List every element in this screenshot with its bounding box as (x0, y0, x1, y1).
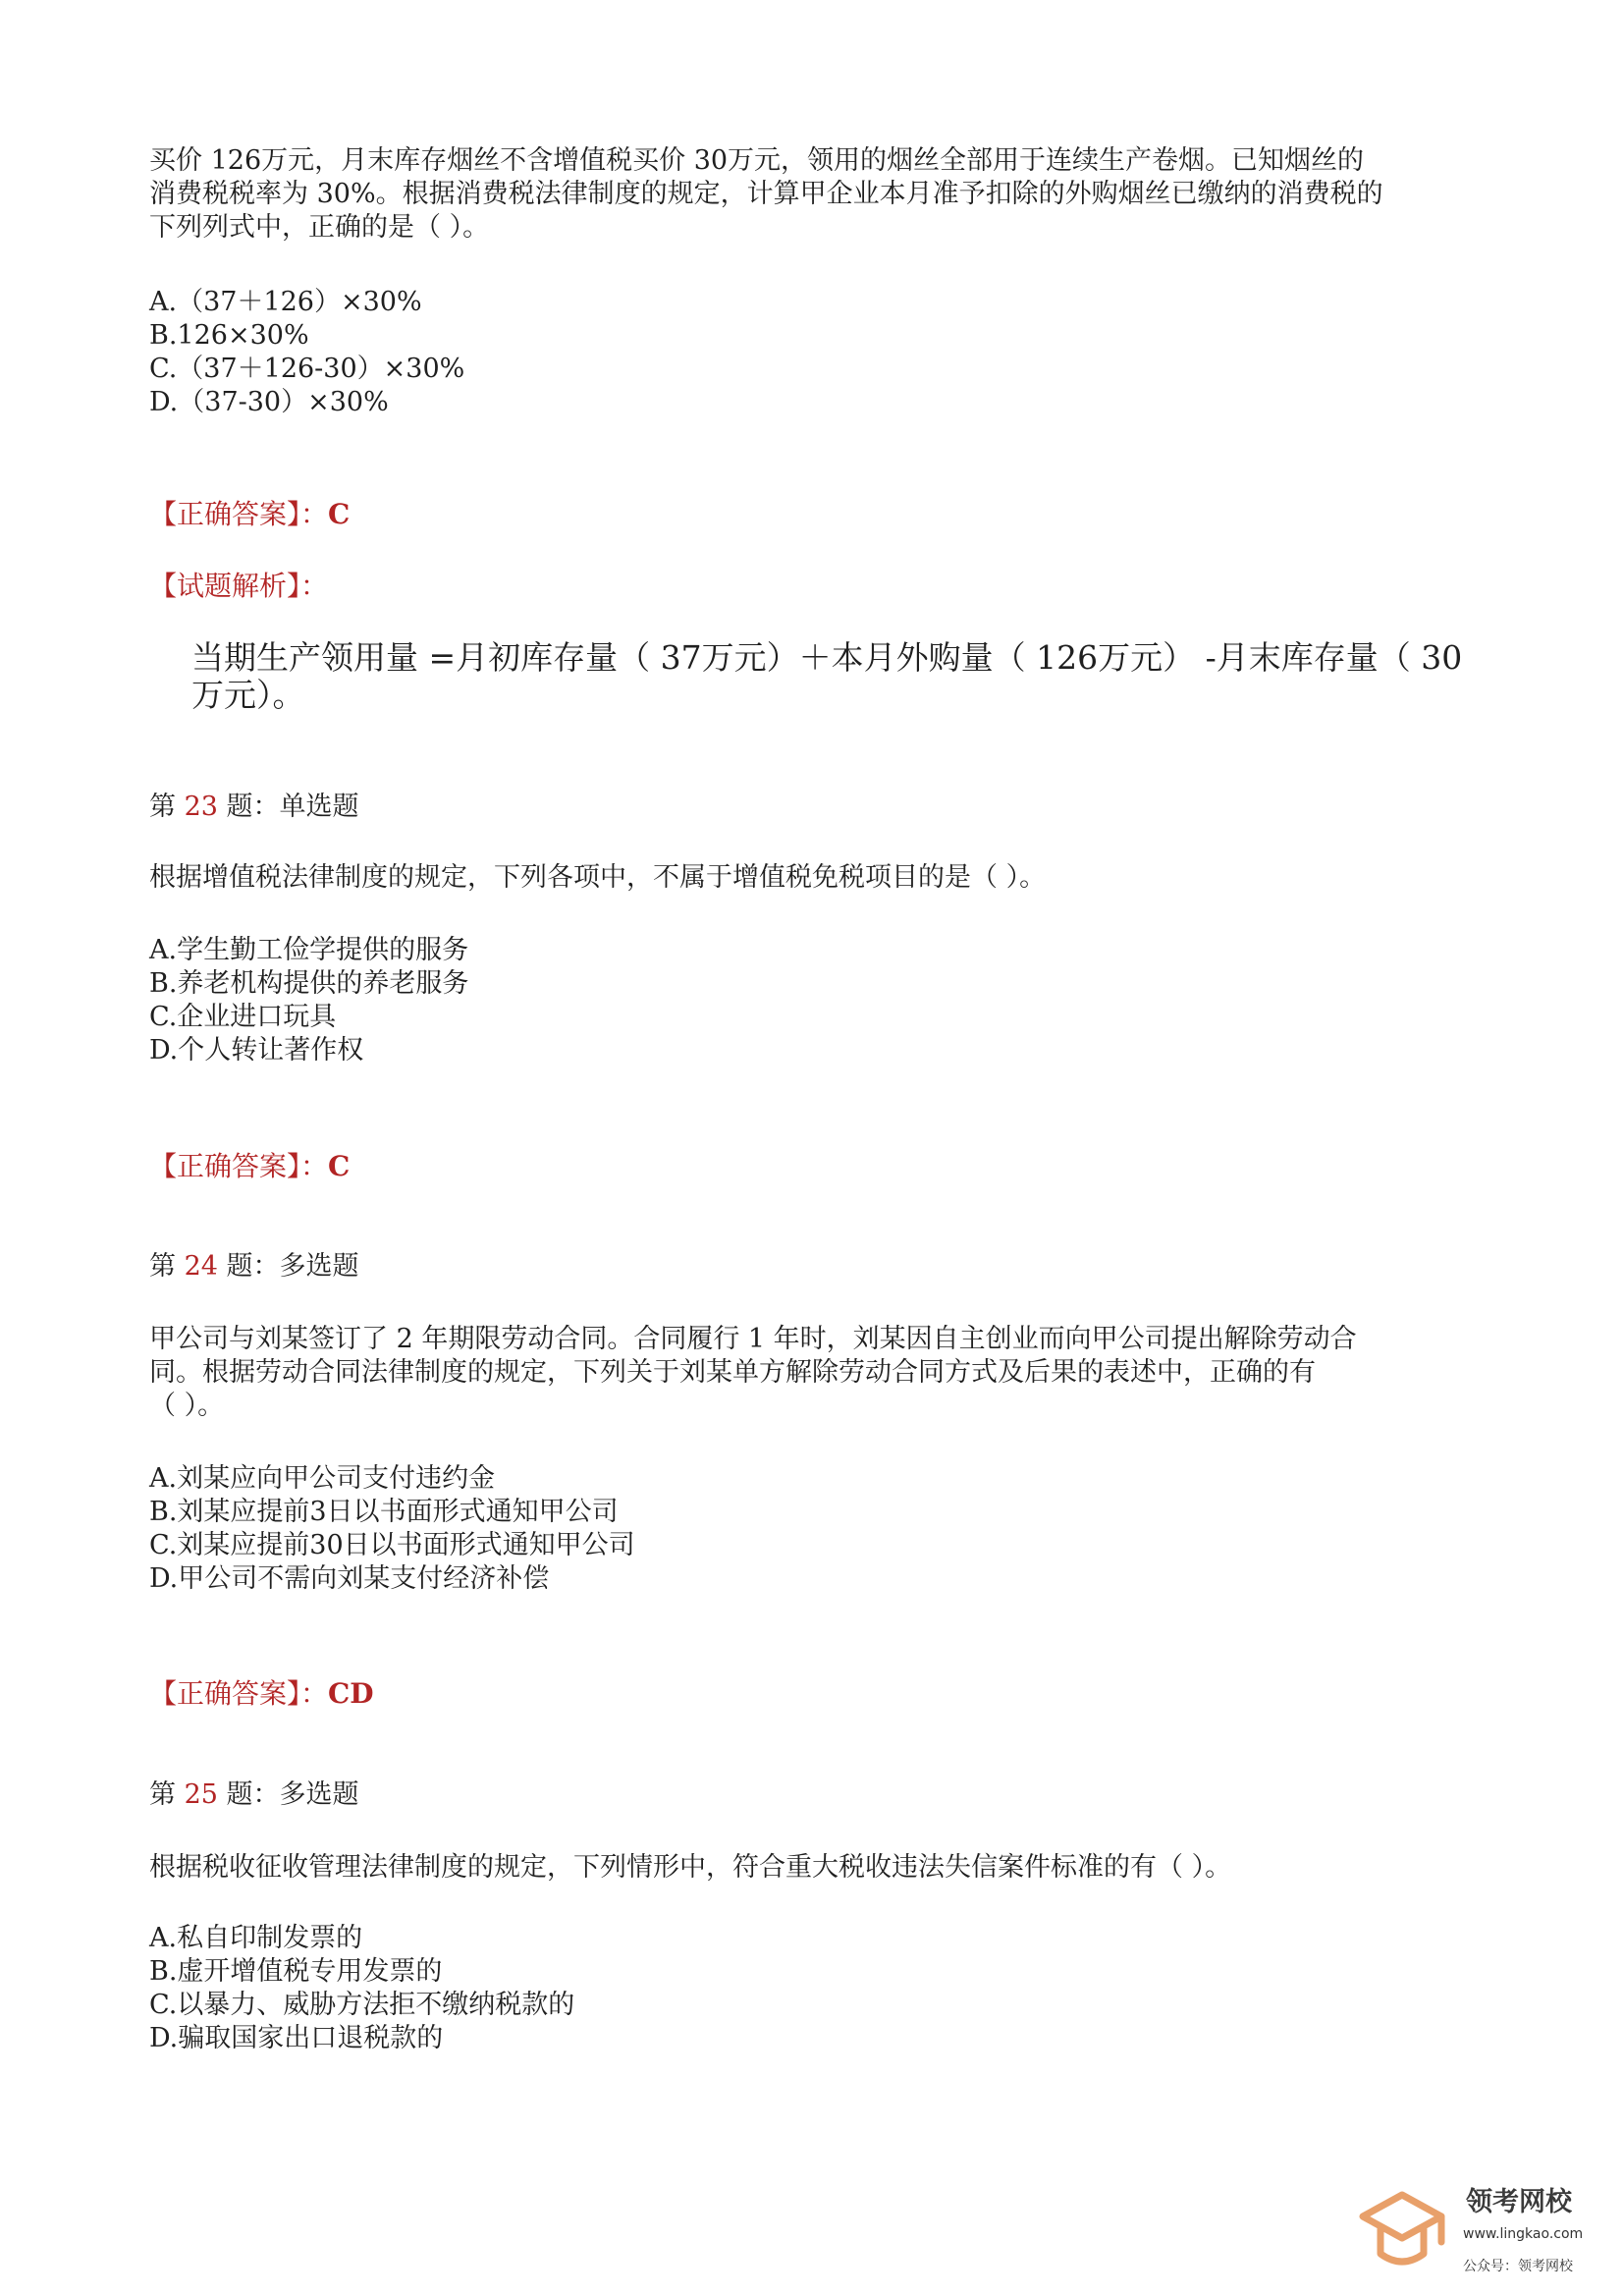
q22-stem (149, 144, 1485, 245)
answer-label: 【正确答案】： (149, 498, 329, 530)
q25-stem (149, 1851, 1485, 1885)
q22-analysis-label (149, 565, 1485, 604)
q22-stem-line: 下列列式中，正确的是（ ）。 (149, 212, 490, 243)
q23-option-c: C.企业进口玩具 (149, 1002, 337, 1032)
analysis-label: 【试题解析】： (149, 570, 329, 602)
q24-option-d: D.甲公司不需向刘某支付经济补偿 (149, 1563, 550, 1594)
answer-label: 【正确答案】： (149, 1677, 329, 1710)
watermark-logo (1345, 2175, 1610, 2293)
answer-value: C (328, 498, 351, 530)
question-number: 24 (184, 1251, 218, 1282)
question-type: 题：多选题 (217, 1251, 359, 1282)
logo-url: www.lingkao.com (1463, 2226, 1584, 2242)
q23-stem (149, 861, 1485, 895)
q22-analysis (191, 639, 1497, 714)
q24-stem-line: （ ）。 (149, 1391, 225, 1421)
question-prefix: 第 (149, 792, 185, 822)
q23-heading (149, 791, 1485, 824)
q22-answer (149, 493, 1485, 532)
q23-option-b: B.养老机构提供的养老服务 (149, 968, 469, 999)
q24-heading (149, 1250, 1485, 1284)
q25-option-d: D.骗取国家出口退税款的 (149, 2023, 444, 2053)
q25-heading (149, 1778, 1485, 1812)
q25-options (149, 1922, 1485, 2055)
question-number: 23 (184, 792, 218, 822)
q22-option-b: B.126×30% (149, 320, 309, 351)
q24-option-a: A.刘某应向甲公司支付违约金 (149, 1463, 496, 1494)
q25-option-a: A.私自印制发票的 (149, 1923, 363, 1953)
q24-stem-line: 甲公司与刘某签订了 2 年期限劳动合同。合同履行 1 年时，刘某因自主创业而向甲公司提出解除劳动合 (149, 1324, 1357, 1354)
q25-option-b: B.虚开增值税专用发票的 (149, 1956, 443, 1987)
q23-option-d: D.个人转让著作权 (149, 1035, 364, 1066)
q22-stem-line: 买价 126万元，月末库存烟丝不含增值税买价 30万元，领用的烟丝全部用于连续生产卷烟。已知烟丝的 (149, 145, 1365, 176)
q24-option-b: B.刘某应提前3日以书面形式通知甲公司 (149, 1497, 619, 1527)
q22-option-c: C.（37＋126-30）×30% (149, 354, 465, 384)
answer-value: C (328, 1150, 351, 1182)
answer-value: CD (328, 1677, 374, 1710)
q23-options (149, 934, 1485, 1067)
question-number: 25 (184, 1779, 218, 1810)
logo-title: 领考网校 (1466, 2187, 1572, 2217)
question-type: 题：多选题 (217, 1779, 359, 1810)
graduation-cap-icon (1353, 2185, 1451, 2283)
logo-public-account: 公众号：领考网校 (1463, 2259, 1573, 2274)
q25-stem-line: 根据税收征收管理法律制度的规定，下列情形中，符合重大税收违法失信案件标准的有（ ）。 (149, 1852, 1232, 1883)
q22-option-a: A.（37＋126）×30% (149, 287, 422, 317)
analysis-line: 当期生产领用量 =月初库存量（ 37万元）＋本月外购量（ 126万元） -月末库存量（ 30 (191, 638, 1463, 677)
q23-stem-line: 根据增值税法律制度的规定，下列各项中，不属于增值税免税项目的是（ ）。 (149, 862, 1047, 893)
q22-options (149, 286, 1485, 419)
q23-option-a: A.学生勤工俭学提供的服务 (149, 935, 469, 965)
q24-option-c: C.刘某应提前30日以书面形式通知甲公司 (149, 1530, 635, 1560)
q23-answer (149, 1145, 1485, 1184)
question-prefix: 第 (149, 1251, 185, 1282)
analysis-line: 万元）。 (191, 676, 305, 714)
q24-options (149, 1462, 1485, 1596)
q24-answer (149, 1672, 1485, 1712)
q22-option-d: D.（37-30）×30% (149, 387, 389, 417)
question-prefix: 第 (149, 1779, 185, 1810)
q24-stem (149, 1323, 1485, 1423)
answer-label: 【正确答案】： (149, 1150, 329, 1182)
q24-stem-line: 同。根据劳动合同法律制度的规定，下列关于刘某单方解除劳动合同方式及后果的表述中，正确的有 (149, 1357, 1316, 1388)
question-type: 题：单选题 (217, 792, 359, 822)
q22-stem-line: 消费税税率为 30%。根据消费税法律制度的规定，计算甲企业本月准予扣除的外购烟丝已缴纳的消费税的 (149, 179, 1383, 209)
q25-option-c: C.以暴力、威胁方法拒不缴纳税款的 (149, 1990, 575, 2020)
